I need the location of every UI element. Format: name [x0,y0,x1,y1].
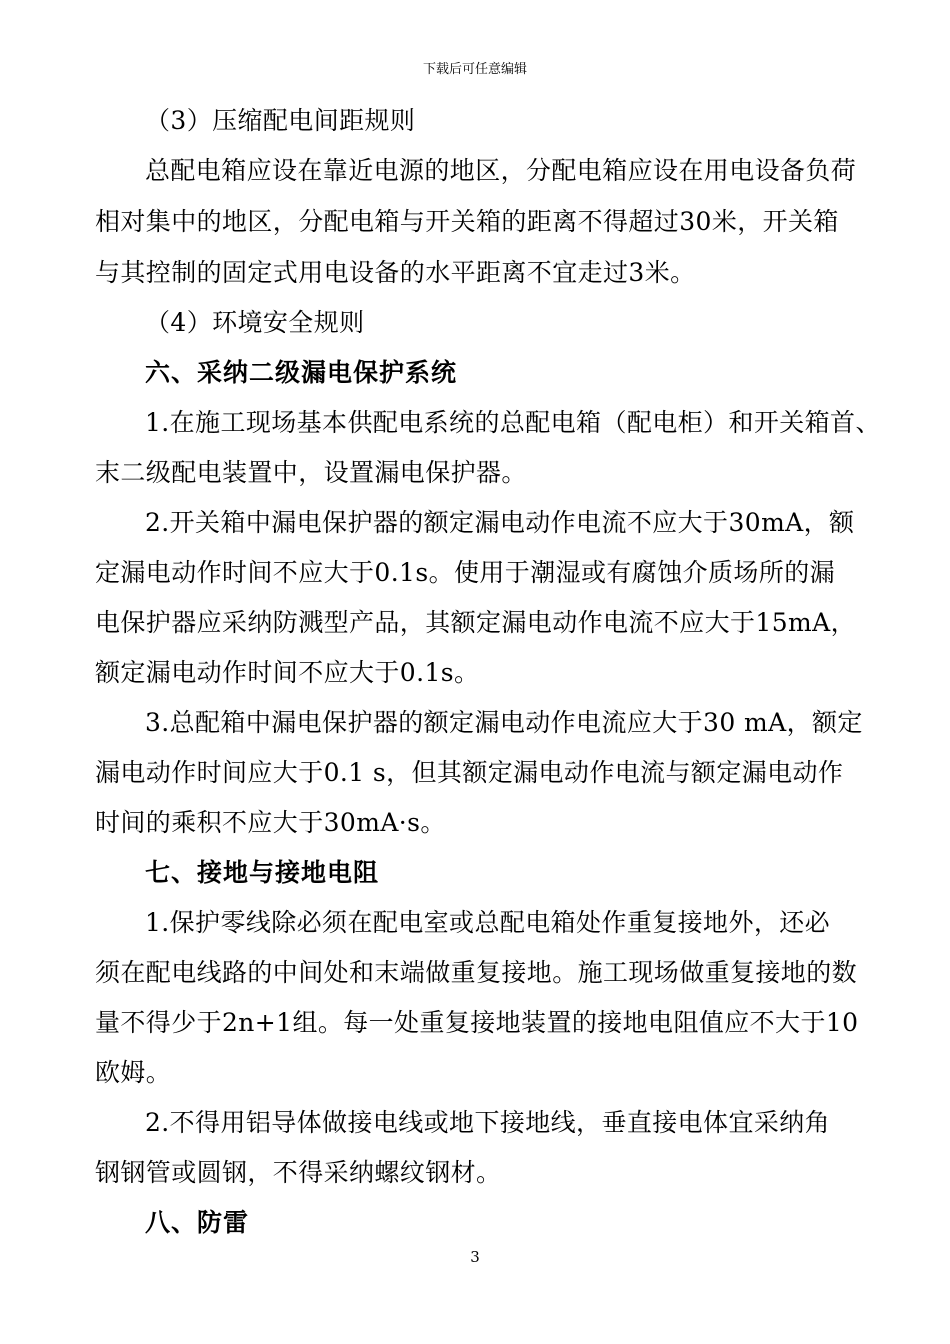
paragraph-line: 量不得少于2n+1组。每一处重复接地装置的接地电阻值应不大于10 [95,1008,859,1037]
paragraph-line: 3.总配箱中漏电保护器的额定漏电动作电流应大于30 mA，额定 [145,708,863,737]
paragraph-line: 2.开关箱中漏电保护器的额定漏电动作电流不应大于30mA，额 [145,508,855,537]
paragraph-line: 时间的乘积不应大于30mA·s。 [95,808,446,837]
paragraph-line: 2.不得用铝导体做接电线或地下接地线，垂直接电体宜采纳角 [145,1108,831,1137]
paragraph-line: 总配电箱应设在靠近电源的地区，分配电箱应设在用电设备负荷 [145,156,857,185]
paragraph-line: 额定漏电动作时间不应大于0.1s。 [95,658,480,687]
paragraph-line: 钢钢管或圆钢，不得采纳螺纹钢材。 [95,1158,502,1187]
section-heading: 七、接地与接地电阻 [145,858,380,887]
paragraph-line: 与其控制的固定式用电设备的水平距离不宜走过3米。 [95,258,696,287]
paragraph-line: 相对集中的地区，分配电箱与开关箱的距离不得超过30米，开关箱 [95,207,839,236]
section-heading: 六、采纳二级漏电保护系统 [145,358,458,387]
header-note: 下载后可任意编辑 [422,62,527,77]
subsection-heading: （4）环境安全规则 [145,308,365,337]
paragraph-line: 须在配电线路的中间处和末端做重复接地。施工现场做重复接地的数 [95,958,858,987]
subsection-heading: （3）压缩配电间距规则 [145,106,416,135]
paragraph-line: 电保护器应采纳防溅型产品，其额定漏电动作电流不应大于15mA， [95,608,856,637]
paragraph-line: 1.保护零线除必须在配电室或总配电箱处作重复接地外，还必 [145,908,831,937]
paragraph-line: 末二级配电装置中，设置漏电保护器。 [95,458,527,487]
paragraph-line: 欧姆。 [95,1058,172,1087]
page-number: 3 [470,1248,480,1266]
paragraph-line: 定漏电动作时间不应大于0.1s。使用于潮湿或有腐蚀介质场所的漏 [95,558,835,587]
section-heading: 八、防雷 [145,1208,250,1237]
paragraph-line: 1.在施工现场基本供配电系统的总配电箱（配电柜）和开关箱首、 [145,408,881,437]
paragraph-line: 漏电动作时间应大于0.1 s，但其额定漏电动作电流与额定漏电动作 [95,758,844,787]
